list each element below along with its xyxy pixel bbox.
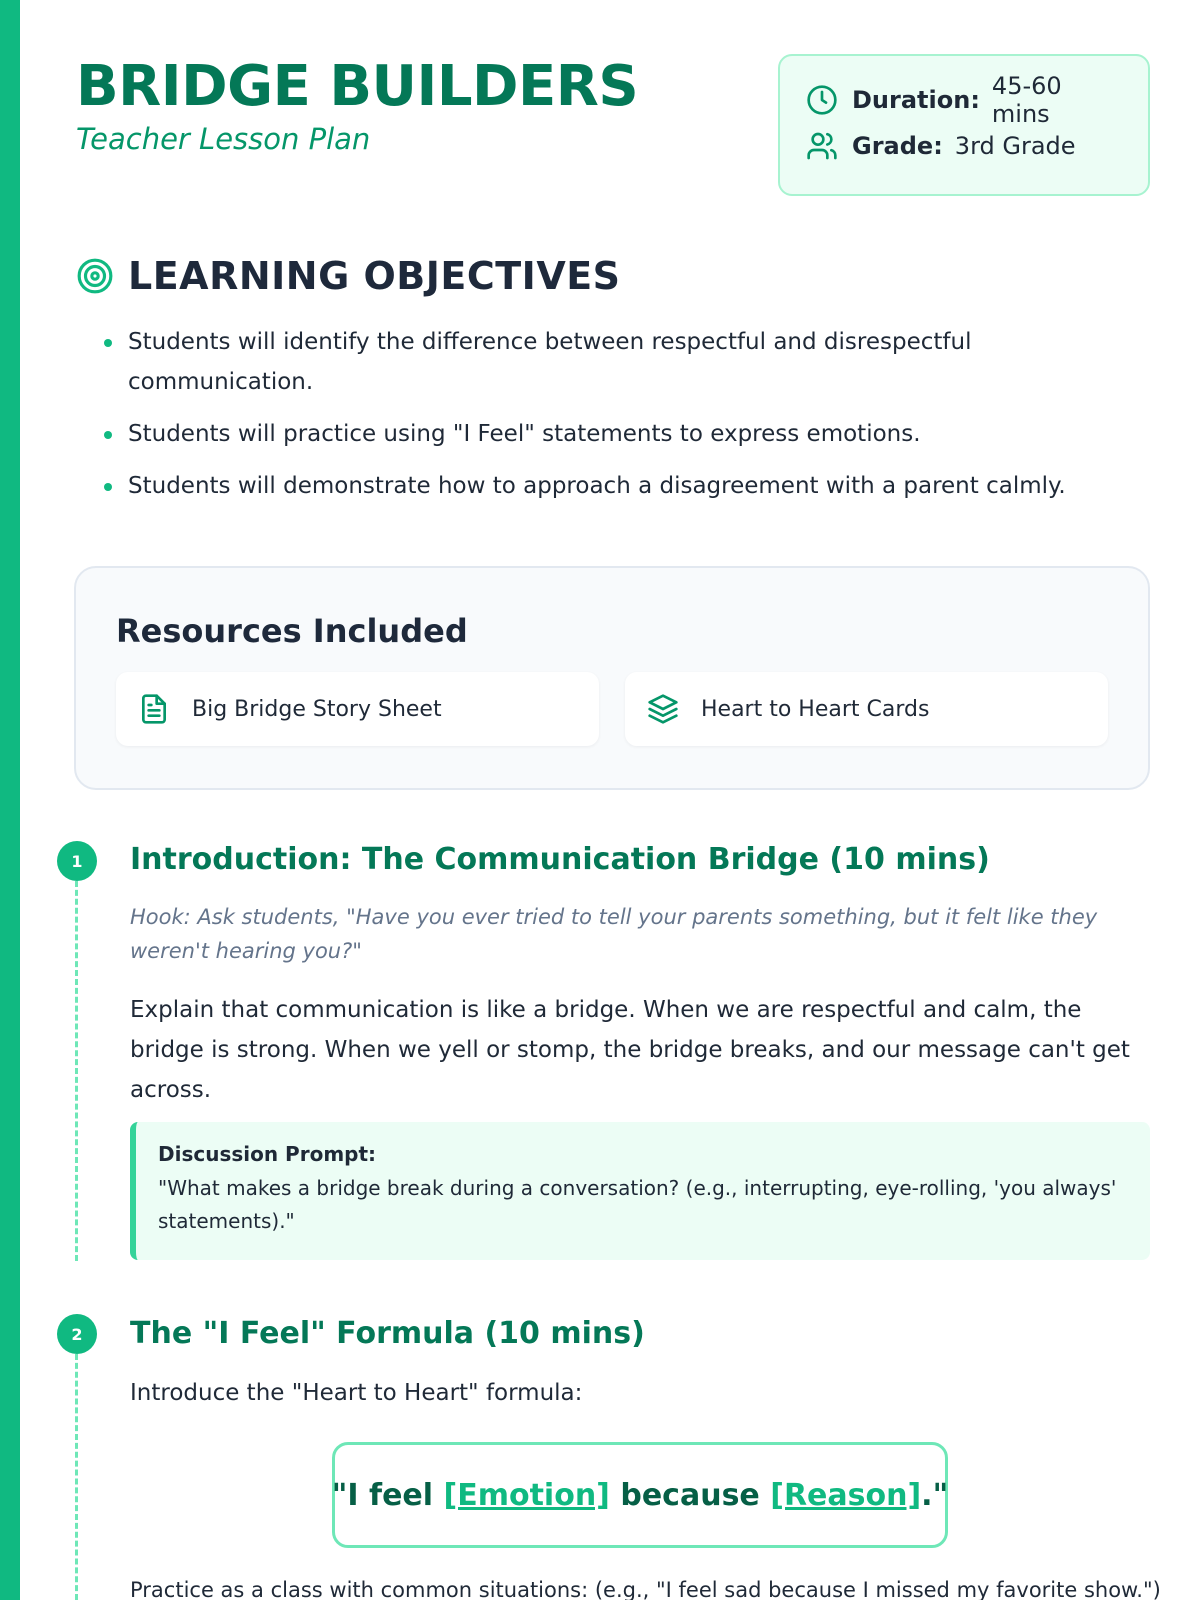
left-accent-bar: [0, 0, 20, 1600]
step-number-badge: 1: [57, 841, 97, 881]
grade-row: [806, 128, 1122, 164]
resource-card-heart-cards[interactable]: [625, 672, 1108, 746]
reason-slot: [Reason]: [770, 1477, 922, 1513]
emotion-slot: [Emotion]: [443, 1477, 610, 1513]
step-title: The "I Feel" Formula (10 mins): [130, 1316, 645, 1351]
resource-label: Big Bridge Story Sheet: [192, 696, 442, 722]
clock-icon: [806, 84, 838, 116]
discussion-prompt: [130, 1122, 1150, 1260]
resource-card-story-sheet[interactable]: [116, 672, 599, 746]
objective-item: Students will identify the difference between respectful and disrespectful communication.: [100, 322, 1130, 402]
lesson-meta-box: [778, 54, 1150, 196]
page-subtitle: Teacher Lesson Plan: [76, 122, 371, 156]
users-icon: [806, 130, 838, 162]
resource-cards: [116, 672, 1108, 746]
prompt-text: "What makes a bridge break during a conversation? (e.g., interrupting, eye-rolling, 'you always' statements).": [158, 1176, 1117, 1233]
resource-label: Heart to Heart Cards: [701, 696, 930, 722]
layers-icon: [647, 693, 679, 725]
formula-intro: Introduce the "Heart to Heart" formula:: [130, 1380, 583, 1406]
step-hook: Hook: Ask students, "Have you ever tried to tell your parents something, but it felt like they weren't hearing you?": [130, 905, 1098, 963]
objective-item: Students will practice using "I Feel" statements to express emotions.: [100, 414, 1130, 454]
objectives-list: [100, 322, 1130, 518]
duration-row: [806, 72, 1122, 128]
objectives-heading: [76, 254, 621, 298]
objective-item: Students will demonstrate how to approach a disagreement with a parent calmly.: [100, 466, 1130, 506]
target-icon: [76, 257, 114, 295]
formula-text: because: [620, 1477, 760, 1513]
step-body: Explain that communication is like a bridge. When we are respectful and calm, the bridge is strong. When we yell or stomp, the bridge breaks, and our message can't get across.: [130, 997, 1130, 1103]
grade-label: Grade:: [852, 132, 943, 160]
page-header: [76, 56, 638, 156]
i-feel-formula: [332, 1442, 948, 1548]
prompt-label: Discussion Prompt:: [158, 1142, 377, 1166]
formula-text: "I feel: [331, 1477, 434, 1513]
duration-label: Duration:: [852, 86, 980, 114]
objectives-title: LEARNING OBJECTIVES: [128, 254, 621, 298]
step-connector-line: [75, 881, 78, 1261]
step-number-badge: 2: [57, 1314, 97, 1354]
step-connector-line: [75, 1354, 78, 1600]
step-title: Introduction: The Communication Bridge (10 mins): [130, 842, 990, 877]
resources-panel: [74, 566, 1150, 790]
formula-text: .": [921, 1477, 949, 1513]
practice-text: Practice as a class with common situations: (e.g., "I feel sad because I missed my favorite show."): [130, 1578, 1161, 1600]
page-title: BRIDGE BUILDERS: [76, 54, 639, 119]
grade-value: 3rd Grade: [954, 132, 1076, 160]
duration-value: 45-60 mins: [991, 72, 1062, 128]
document-icon: [138, 693, 170, 725]
resources-title: Resources Included: [116, 612, 468, 650]
